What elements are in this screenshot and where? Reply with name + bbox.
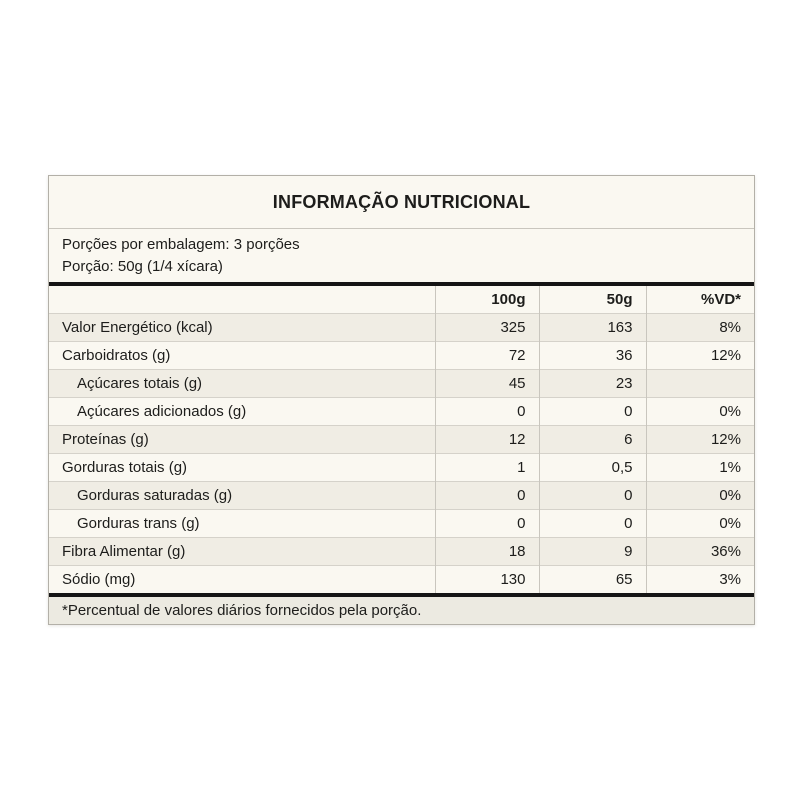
serving-size: Porção: 50g (1/4 xícara) [62, 258, 223, 275]
value-50g: 6 [539, 426, 646, 454]
column-header-vd: %VD* [646, 286, 754, 314]
value-100g: 72 [435, 342, 539, 370]
serving-info [49, 229, 754, 282]
value-100g: 0 [435, 510, 539, 538]
value-vd: 0% [646, 510, 754, 538]
nutrient-label: Gorduras totais (g) [62, 459, 188, 476]
value-vd: 3% [646, 566, 754, 594]
nutrient-label: Proteínas (g) [62, 431, 149, 448]
nutrient-label: Fibra Alimentar (g) [62, 543, 186, 560]
value-100g: 0 [435, 398, 539, 426]
value-vd: 8% [646, 314, 754, 342]
value-50g: 163 [539, 314, 646, 342]
value-50g: 9 [539, 538, 646, 566]
value-50g: 23 [539, 370, 646, 398]
table-row-saturated-fat [49, 482, 754, 510]
nutrient-label: Sódio (mg) [62, 571, 136, 588]
table-row-total-fat [49, 454, 754, 482]
nutrition-label [48, 175, 755, 625]
value-50g: 0,5 [539, 454, 646, 482]
value-50g: 0 [539, 398, 646, 426]
nutrient-label: Carboidratos (g) [62, 347, 171, 364]
table-row-carbs [49, 342, 754, 370]
value-100g: 130 [435, 566, 539, 594]
table-header-row [49, 286, 754, 314]
value-100g: 12 [435, 426, 539, 454]
value-vd: 12% [646, 342, 754, 370]
nutrition-table [49, 286, 754, 593]
value-50g: 36 [539, 342, 646, 370]
value-50g: 65 [539, 566, 646, 594]
table-row-added-sugars [49, 398, 754, 426]
nutrient-label: Açúcares adicionados (g) [77, 403, 247, 420]
column-header-50g: 50g [539, 286, 646, 314]
table-row-trans-fat [49, 510, 754, 538]
nutrient-label: Gorduras saturadas (g) [77, 487, 233, 504]
value-vd: 12% [646, 426, 754, 454]
value-vd: 1% [646, 454, 754, 482]
column-header-100g: 100g [435, 286, 539, 314]
value-50g: 0 [539, 510, 646, 538]
value-100g: 1 [435, 454, 539, 482]
nutrient-label: Gorduras trans (g) [77, 515, 200, 532]
value-vd: 0% [646, 482, 754, 510]
value-vd: 36% [646, 538, 754, 566]
nutrient-label: Açúcares totais (g) [77, 375, 203, 392]
nutrient-label: Valor Energético (kcal) [62, 319, 213, 336]
label-title: INFORMAÇÃO NUTRICIONAL [49, 176, 754, 229]
table-row-total-sugars [49, 370, 754, 398]
value-100g: 18 [435, 538, 539, 566]
value-50g: 0 [539, 482, 646, 510]
column-header-empty [49, 286, 435, 314]
table-row-protein [49, 426, 754, 454]
servings-per-package: Porções por embalagem: 3 porções [62, 236, 300, 253]
table-row-sodium [49, 566, 754, 594]
table-row-fiber [49, 538, 754, 566]
value-100g: 0 [435, 482, 539, 510]
table-row-energy [49, 314, 754, 342]
value-100g: 45 [435, 370, 539, 398]
value-vd: 0% [646, 398, 754, 426]
footnote: *Percentual de valores diários fornecidos pela porção. [49, 597, 754, 624]
value-vd [646, 370, 754, 398]
value-100g: 325 [435, 314, 539, 342]
